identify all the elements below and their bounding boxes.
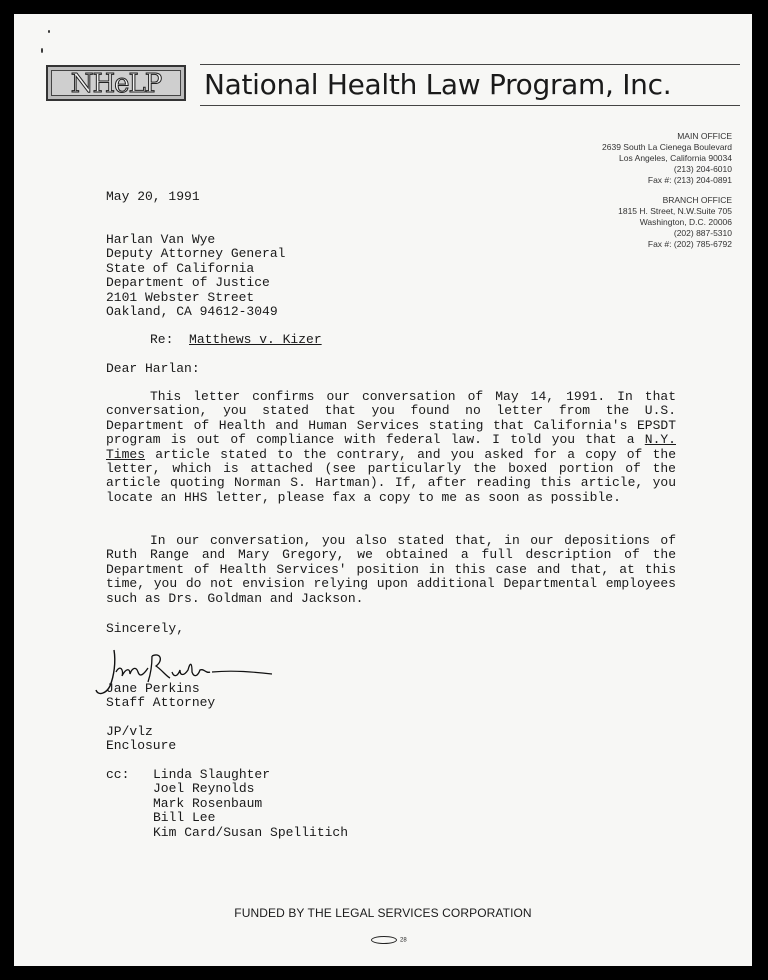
branch-office-address (532, 195, 732, 250)
salutation: Dear Harlan: (106, 361, 200, 376)
re-subject: Matthews v. Kizer (189, 332, 322, 347)
newspaper-title: N.Y. Times (106, 432, 676, 462)
logo-text: NHeLP (51, 70, 181, 96)
subject-line (150, 333, 322, 347)
cc-recipient: Mark Rosenbaum (153, 795, 263, 811)
p1-text-a: This letter confirms our conversation of May 14, 1991. In that conversation, you stated that you found no letter from the U.S. Department of Health and Human Services stating that California's EPSDT program is out of compliance with federal law. I told you that a (106, 389, 676, 448)
cc-recipient: Joel Reynolds (153, 781, 255, 797)
body-paragraph-2 (106, 534, 676, 606)
recipient-line: State of California (106, 260, 255, 276)
union-bug (371, 936, 407, 944)
recipient-address (106, 233, 285, 319)
re-label: Re: (150, 332, 174, 347)
body-paragraph-1 (106, 390, 676, 505)
enclosure-note: Enclosure (106, 738, 177, 754)
letterhead-rule-top (200, 64, 740, 65)
funding-footer: FUNDED BY THE LEGAL SERVICES CORPORATION (234, 906, 532, 920)
main-office-line: (213) 204-6010 (673, 164, 732, 174)
p1-text-b: article stated to the contrary, and you asked for a copy of the letter, which is attached (see particularly the boxed portion of the article quoting Norman S. Hartman). If, after reading this article, you locate an HHS letter, please fax a copy to me as soon as possible. (106, 446, 676, 505)
main-office-line: Los Angeles, California 90034 (619, 153, 732, 163)
signer-block (106, 682, 215, 711)
branch-office-line: 1815 H. Street, N.W.Suite 705 (618, 206, 732, 216)
recipient-line: 2101 Webster Street (106, 289, 255, 305)
signer-name: Jane Perkins (106, 681, 200, 696)
branch-office-label: BRANCH OFFICE (662, 195, 732, 205)
main-office-label: MAIN OFFICE (677, 131, 732, 141)
recipient-line: Deputy Attorney General (106, 246, 286, 262)
p2-text: In our conversation, you also stated that, in our depositions of Ruth Range and Mary Gregory, we obtained a full description of the Department of Health Services' position in this case and that, at this time, you do not envision relying upon additional Departmental employees such as Drs. Goldman and Jackson. (106, 533, 676, 606)
scan-speck (48, 30, 50, 33)
main-office-line: 2639 South La Cienega Boulevard (602, 142, 732, 152)
letter-page (14, 14, 752, 966)
branch-office-line: Washington, D.C. 20006 (639, 217, 732, 227)
closing: Sincerely, (106, 621, 185, 636)
main-office-address (532, 131, 732, 186)
signer-title: Staff Attorney (106, 695, 216, 711)
union-bug-number: 28 (400, 937, 407, 944)
cc-recipient: Kim Card/Susan Spellitich (153, 824, 349, 840)
recipient-line: Oakland, CA 94612-3049 (106, 304, 278, 320)
cc-recipient: Linda Slaughter (153, 767, 271, 782)
union-bug-icon (371, 936, 397, 944)
letterhead-rule-bottom (200, 105, 740, 106)
org-name: National Health Law Program, Inc. (204, 68, 672, 101)
cc-list (153, 768, 348, 840)
main-office-line: Fax #: (213) 204-0891 (647, 175, 732, 185)
scan-speck (41, 48, 43, 53)
branch-office-line: (202) 887-5310 (673, 228, 732, 238)
reference-block (106, 725, 176, 754)
letter-date: May 20, 1991 (106, 189, 200, 204)
recipient-line: Harlan Van Wye (106, 232, 216, 247)
typist-initials: JP/vlz (106, 724, 153, 739)
cc-label: cc: (106, 767, 130, 782)
branch-office-line: Fax #: (202) 785-6792 (647, 239, 732, 249)
cc-recipient: Bill Lee (153, 810, 216, 826)
recipient-line: Department of Justice (106, 275, 270, 291)
cc-block (106, 768, 129, 782)
nhelp-logo (46, 65, 186, 101)
